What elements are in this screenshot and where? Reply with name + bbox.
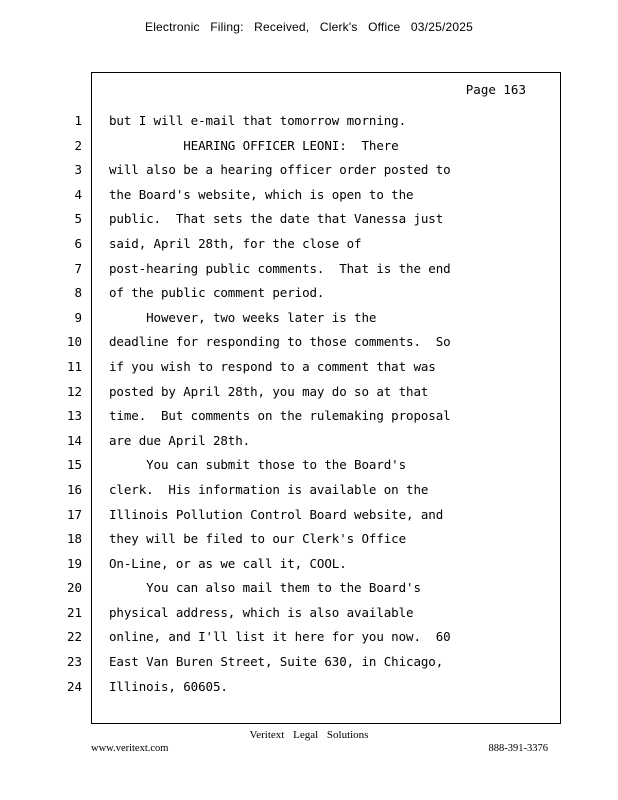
transcript-line: posted by April 28th, you may do so at that [109, 383, 429, 399]
transcript-line: the Board's website, which is open to the [109, 186, 414, 202]
line-number: 17 [66, 506, 82, 522]
line-number: 7 [74, 260, 82, 276]
transcript-line: Illinois Pollution Control Board website, and [109, 506, 444, 522]
line-number: 1 [74, 113, 82, 128]
transcript-line: online, and I'll list it here for you now. 60 [109, 629, 451, 645]
line-number: 5 [74, 211, 82, 227]
line-number: 8 [74, 285, 82, 301]
transcript-line: are due April 28th. [109, 432, 251, 448]
line-number: 2 [74, 137, 82, 153]
footer-phone: 888-391-3376 [488, 743, 548, 754]
transcript-line: will also be a hearing officer order posted to [109, 162, 451, 178]
line-number: 15 [66, 457, 82, 473]
line-number: 3 [74, 162, 82, 178]
transcript-line: of the public comment period. [109, 285, 325, 301]
transcript-line: clerk. His information is available on the [109, 481, 429, 497]
line-number: 20 [66, 580, 82, 596]
transcript-line: deadline for responding to those comments. So [109, 334, 451, 350]
line-number: 11 [66, 358, 82, 374]
filing-stamp: Electronic Filing: Received, Clerk's Office 03/25/2025 [144, 20, 473, 34]
footer-website: www.veritext.com [91, 743, 169, 754]
transcript-line: You can submit those to the Board's [109, 457, 407, 473]
line-number: 19 [66, 555, 82, 571]
transcript-line: post-hearing public comments. That is the end [109, 260, 451, 276]
line-number: 21 [66, 604, 82, 620]
transcript-line: time. But comments on the rulemaking proposal [109, 408, 451, 424]
transcript-line: physical address, which is also available [109, 604, 414, 620]
line-number: 16 [66, 481, 82, 497]
transcript-line: HEARING OFFICER LEONI: There [109, 137, 399, 153]
transcript-line: said, April 28th, for the close of [109, 235, 362, 251]
footer-company: Veritext Legal Solutions [249, 729, 369, 741]
line-number: 23 [66, 654, 82, 670]
line-number: 6 [74, 235, 82, 251]
line-number-column [60, 113, 82, 703]
transcript-line: However, two weeks later is the [109, 309, 377, 325]
transcript-line: but I will e-mail that tomorrow morning. [109, 113, 407, 128]
page-number: Page 163 [465, 82, 526, 97]
transcript-line: Illinois, 60605. [109, 678, 228, 694]
line-number: 18 [66, 531, 82, 547]
transcript-line: public. That sets the date that Vanessa just [109, 211, 444, 227]
line-number: 10 [66, 334, 82, 350]
line-number: 14 [66, 432, 82, 448]
transcript-body [109, 113, 549, 703]
line-number: 4 [74, 186, 82, 202]
transcript-line: East Van Buren Street, Suite 630, in Chicago, [109, 654, 444, 670]
transcript-line: On-Line, or as we call it, COOL. [109, 555, 347, 571]
line-number: 12 [66, 383, 82, 399]
transcript-line: if you wish to respond to a comment that was [109, 358, 436, 374]
transcript-line: they will be filed to our Clerk's Office [109, 531, 407, 547]
line-number: 13 [66, 408, 82, 424]
line-number: 24 [66, 678, 82, 694]
line-number: 22 [66, 629, 82, 645]
line-number: 9 [74, 309, 82, 325]
transcript-line: You can also mail them to the Board's [109, 580, 421, 596]
